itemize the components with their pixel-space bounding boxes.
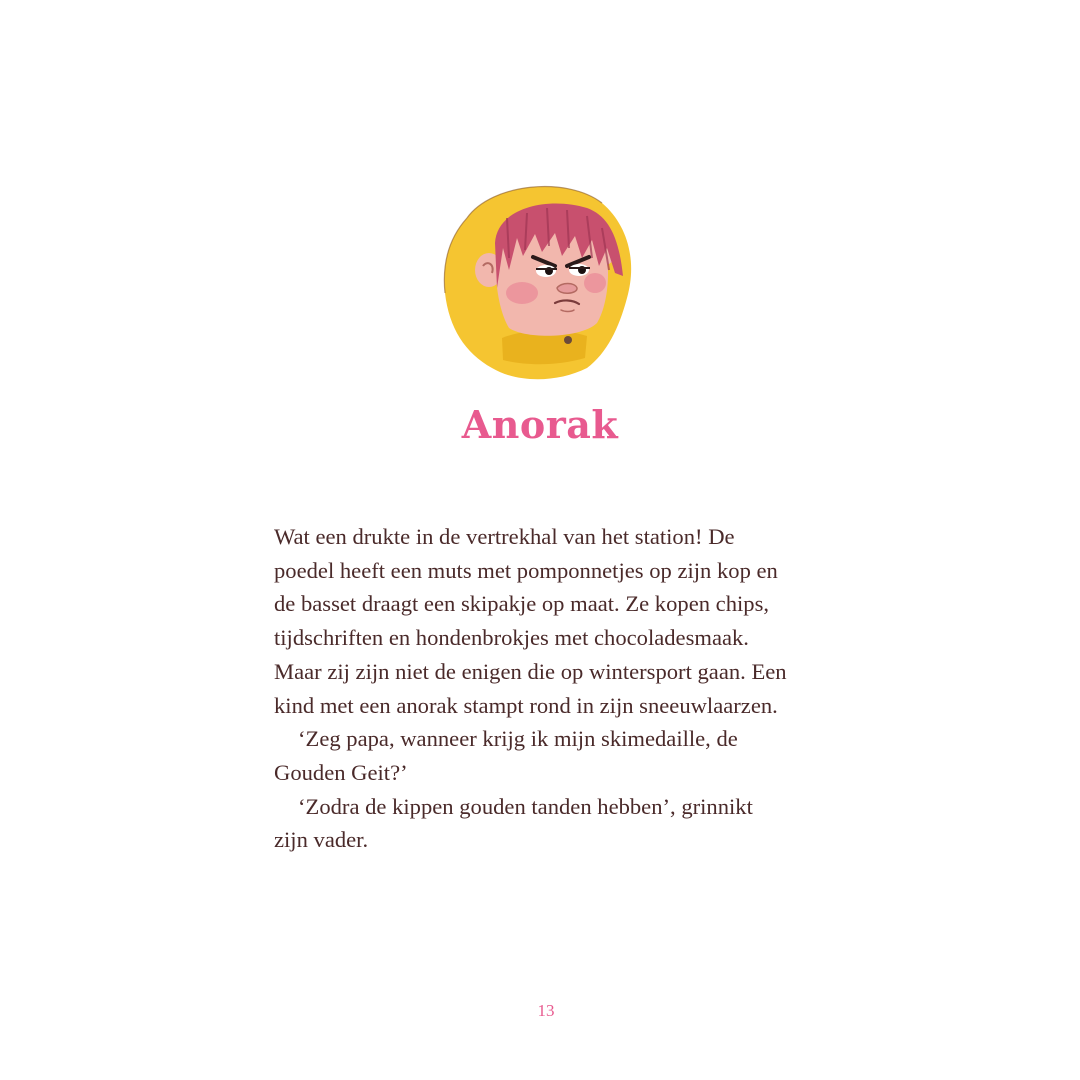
- body-line: ‘Zeg papa, wanneer krijg ik mijn skimedaille, de: [298, 726, 738, 752]
- body-line: tijdschriften en hondenbrokjes met chocoladesmaak.: [274, 625, 749, 651]
- body-line: Gouden Geit?’: [274, 759, 408, 785]
- chapter-title: Anorak: [461, 402, 619, 447]
- chapter-body: [274, 520, 834, 857]
- body-line: Wat een drukte in de vertrekhal van het station! De: [274, 524, 735, 549]
- body-line: poedel heeft een muts met pomponnetjes op zijn kop en: [274, 557, 778, 583]
- body-line: zijn vader.: [274, 827, 369, 853]
- body-line: Maar zij zijn niet de enigen die op wintersport gaan. Een: [274, 658, 787, 684]
- body-line: de basset draagt een skipakje op maat. Ze kopen chips,: [274, 591, 770, 617]
- body-line: ‘Zodra de kippen gouden tanden hebben’, grinnikt: [298, 793, 753, 819]
- body-line: kind met een anorak stampt rond in zijn sneeuwlaarzen.: [274, 692, 778, 718]
- child-anorak-illustration: [437, 178, 637, 380]
- page-number: 13: [537, 1001, 555, 1020]
